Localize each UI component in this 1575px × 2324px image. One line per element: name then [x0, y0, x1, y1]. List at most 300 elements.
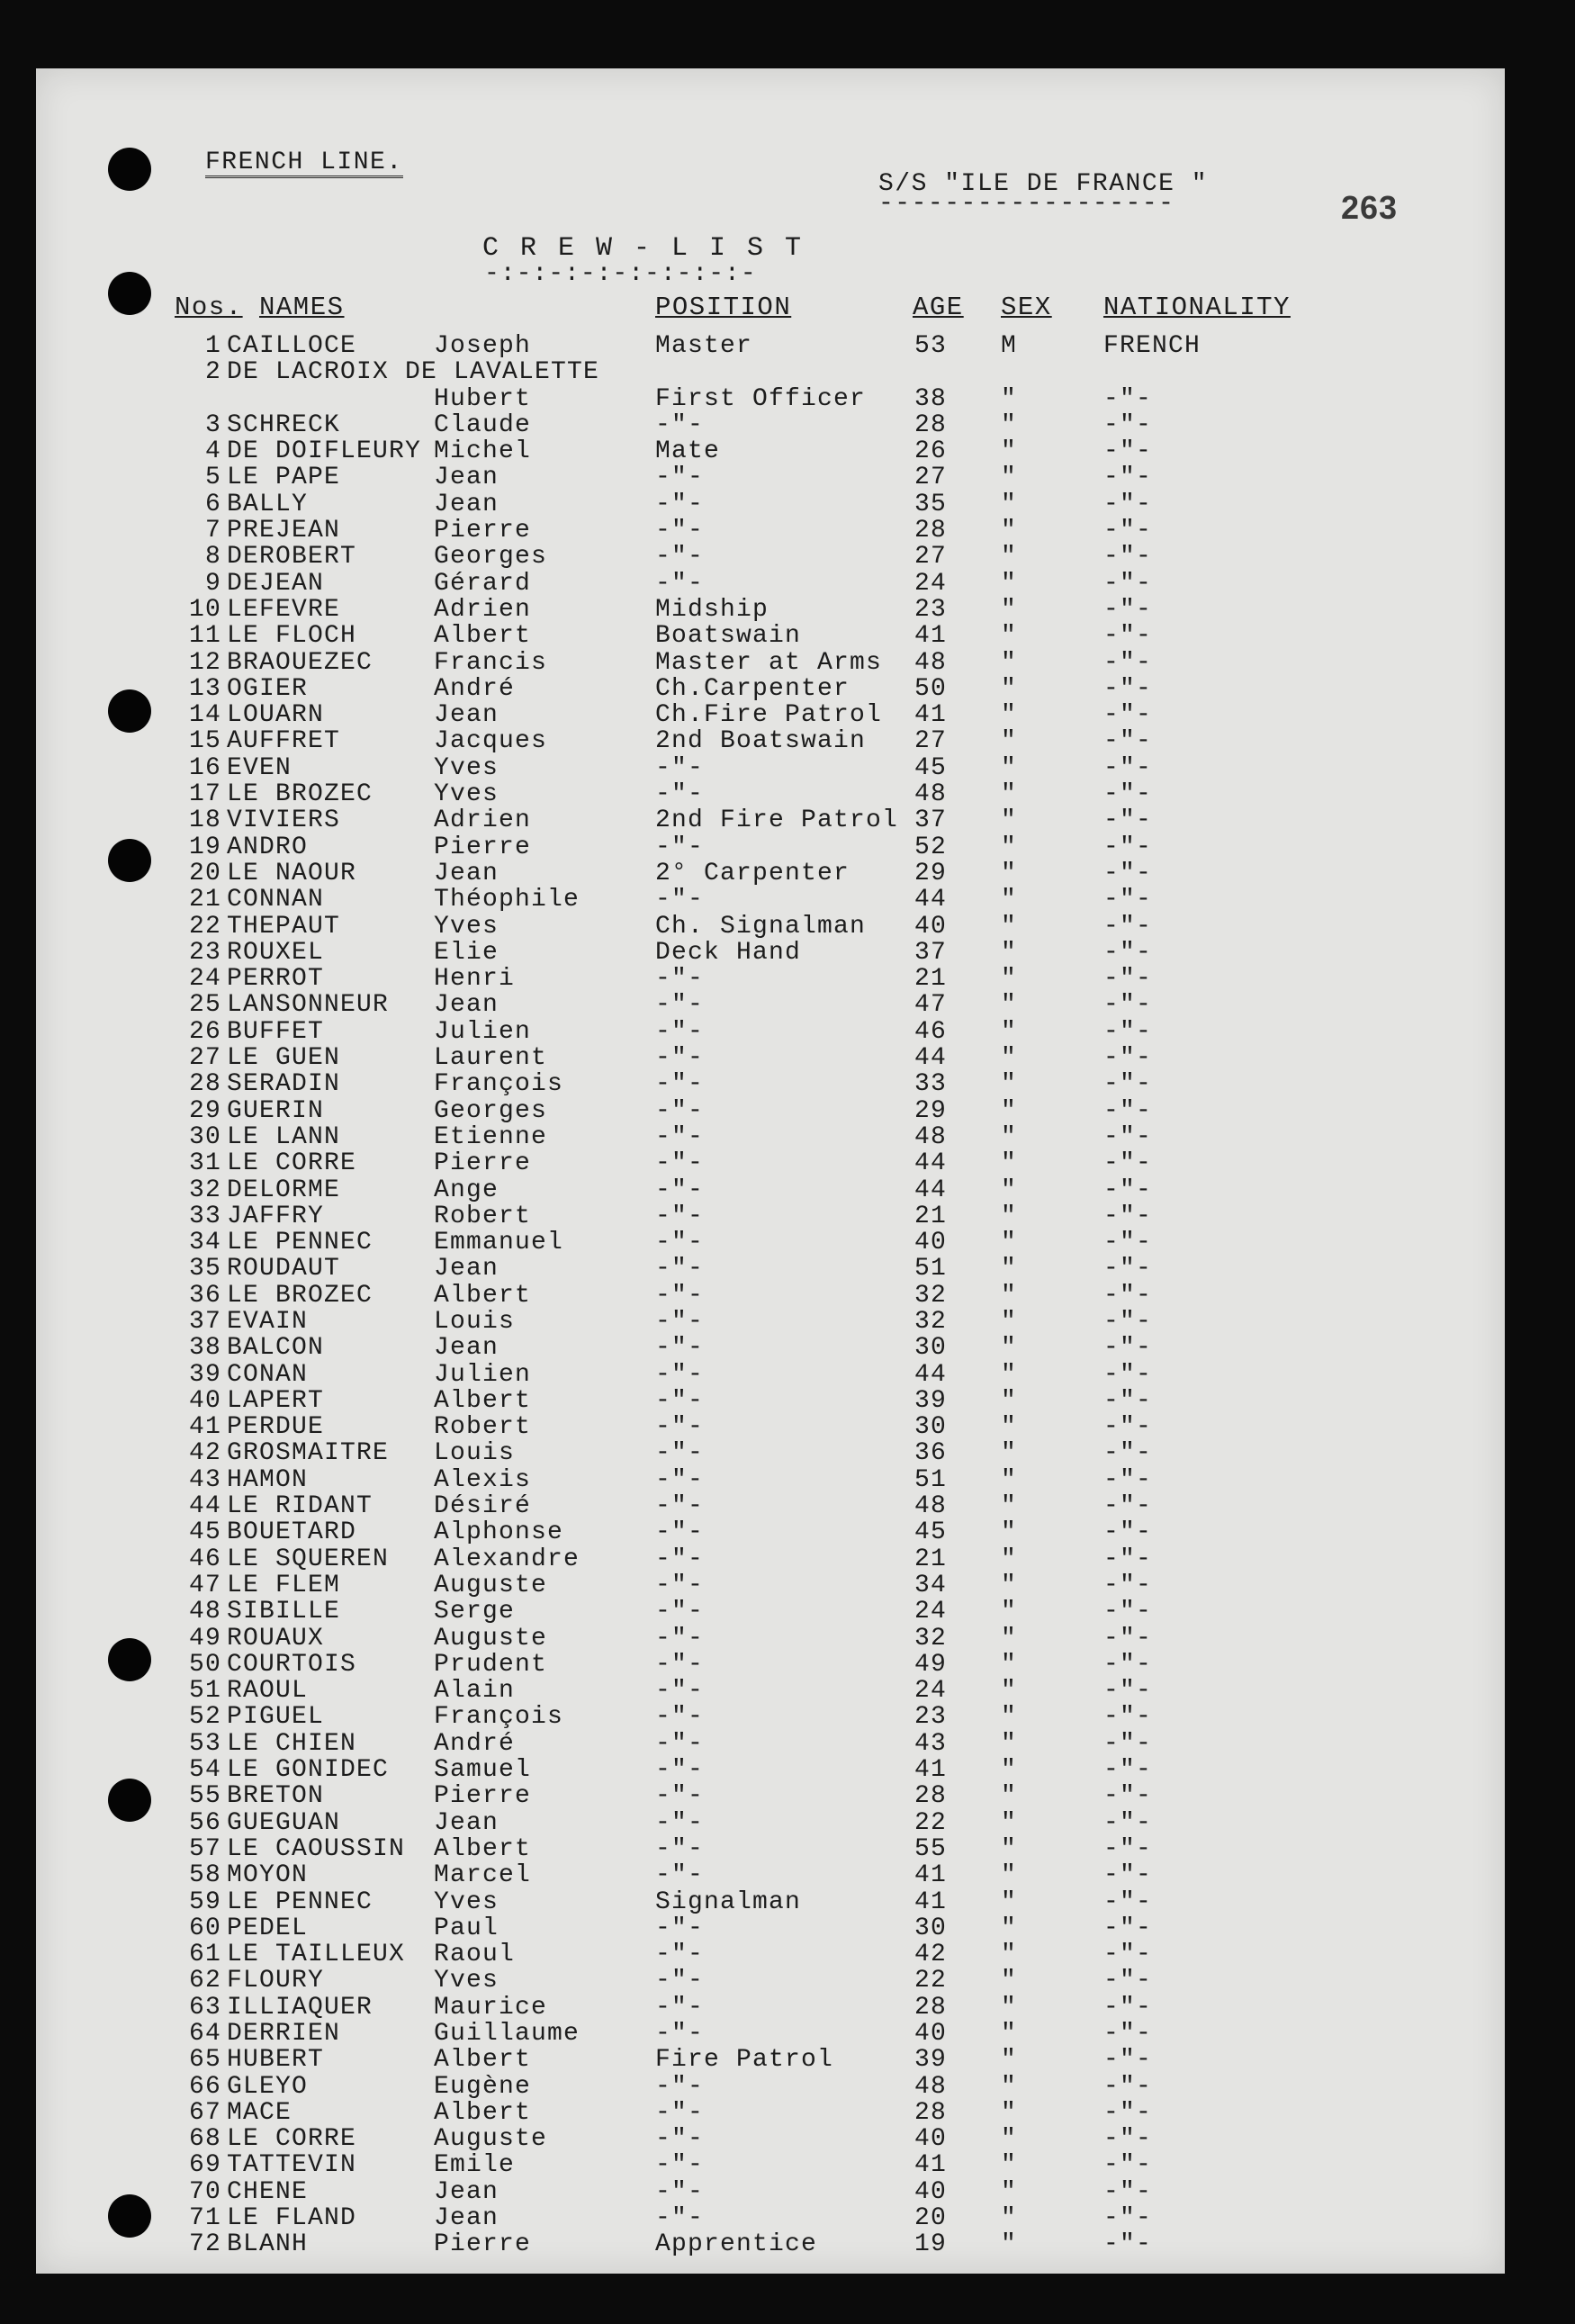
crew-nationality: -"-	[1103, 1492, 1153, 1521]
crew-sex: "	[1001, 1229, 1018, 1257]
crew-given-name: Adrien	[434, 595, 532, 624]
crew-surname: LE BROZEC	[227, 780, 374, 809]
crew-given-name: Pierre	[434, 2230, 532, 2259]
crew-number: 54	[188, 1756, 221, 1785]
crew-given-name: Yves	[434, 1967, 500, 1995]
crew-nationality: -"-	[1103, 1624, 1153, 1653]
crew-surname: BUFFET	[227, 1017, 325, 1046]
crew-number: 17	[188, 780, 221, 809]
crew-age: 32	[914, 1624, 948, 1653]
crew-nationality: -"-	[1103, 833, 1153, 861]
crew-position: -"-	[655, 1360, 705, 1389]
crew-nationality: -"-	[1103, 595, 1153, 624]
crew-position: -"-	[655, 1967, 705, 1995]
crew-nationality: -"-	[1103, 1334, 1153, 1363]
crew-number: 40	[188, 1386, 221, 1415]
crew-age: 48	[914, 648, 948, 677]
crew-given-name: Pierre	[434, 1149, 532, 1178]
crew-age: 37	[914, 806, 948, 835]
crew-given-name: Yves	[434, 1887, 500, 1916]
crew-sex: "	[1001, 1782, 1018, 1811]
crew-nationality: -"-	[1103, 1281, 1153, 1310]
crew-sex: "	[1001, 1202, 1018, 1230]
col-header-nationality: NATIONALITY	[1103, 293, 1291, 322]
crew-nationality: -"-	[1103, 965, 1153, 994]
crew-number: 1	[204, 332, 221, 360]
crew-number: 35	[188, 1255, 221, 1284]
crew-given-name: Jacques	[434, 727, 548, 756]
crew-given-name: Marcel	[434, 1861, 532, 1890]
crew-nationality: -"-	[1103, 517, 1153, 545]
crew-age: 35	[914, 490, 948, 518]
crew-number: 62	[188, 1967, 221, 1995]
crew-nationality: -"-	[1103, 1122, 1153, 1151]
crew-surname: BALLY	[227, 490, 309, 518]
crew-sex: "	[1001, 410, 1018, 439]
crew-age: 40	[914, 912, 948, 941]
crew-position: -"-	[655, 1413, 705, 1442]
crew-sex: "	[1001, 437, 1018, 466]
crew-number: 34	[188, 1229, 221, 1257]
crew-age: 24	[914, 1677, 948, 1706]
crew-given-name: Etienne	[434, 1122, 548, 1151]
crew-surname: ROUAUX	[227, 1624, 325, 1653]
punch-hole	[108, 1638, 151, 1681]
crew-age: 52	[914, 833, 948, 861]
crew-position: -"-	[655, 1545, 705, 1573]
crew-age: 23	[914, 1703, 948, 1732]
crew-number: 33	[188, 1202, 221, 1230]
crew-age: 28	[914, 517, 948, 545]
crew-age: 27	[914, 727, 948, 756]
crew-nationality: -"-	[1103, 886, 1153, 914]
crew-age: 28	[914, 2098, 948, 2127]
crew-sex: "	[1001, 1914, 1018, 1942]
crew-position: -"-	[655, 1492, 705, 1521]
crew-nationality: -"-	[1103, 1176, 1153, 1204]
crew-given-name: Julien	[434, 1017, 532, 1046]
punch-hole	[108, 148, 151, 191]
crew-sex: "	[1001, 1281, 1018, 1310]
crew-number: 66	[188, 2072, 221, 2101]
crew-nationality: -"-	[1103, 648, 1153, 677]
crew-sex: "	[1001, 1017, 1018, 1046]
crew-sex: "	[1001, 991, 1018, 1020]
crew-age: 21	[914, 965, 948, 994]
crew-nationality: -"-	[1103, 410, 1153, 439]
crew-position: -"-	[655, 1571, 705, 1599]
crew-number	[158, 386, 221, 412]
crew-age: 41	[914, 2151, 948, 2180]
crew-position: -"-	[655, 1149, 705, 1178]
crew-age: 33	[914, 1070, 948, 1099]
crew-nationality: -"-	[1103, 1967, 1153, 1995]
ship-name-underline: ------------------	[878, 190, 1175, 218]
crew-given-name: Albert	[434, 1281, 532, 1310]
crew-position: -"-	[655, 2098, 705, 2127]
crew-given-name: Adrien	[434, 806, 532, 835]
crew-age: 41	[914, 1861, 948, 1890]
crew-nationality: -"-	[1103, 1914, 1153, 1942]
crew-given-name	[434, 359, 650, 385]
crew-age: 39	[914, 2046, 948, 2075]
crew-sex: "	[1001, 490, 1018, 518]
crew-position: -"-	[655, 2151, 705, 2180]
crew-nationality: -"-	[1103, 1386, 1153, 1415]
crew-sex: "	[1001, 622, 1018, 651]
crew-position: -"-	[655, 833, 705, 861]
crew-number: 16	[188, 753, 221, 782]
crew-sex: "	[1001, 833, 1018, 861]
crew-given-name: Eugène	[434, 2072, 532, 2101]
crew-age: 34	[914, 1571, 948, 1599]
crew-surname: LOUARN	[227, 701, 325, 730]
crew-sex: "	[1001, 1967, 1018, 1995]
crew-number: 25	[188, 991, 221, 1020]
crew-sex: "	[1001, 1360, 1018, 1389]
crew-given-name: André	[434, 674, 516, 703]
crew-given-name: Désiré	[434, 1492, 532, 1521]
crew-nationality: -"-	[1103, 1017, 1153, 1046]
crew-nationality: -"-	[1103, 1202, 1153, 1230]
crew-surname: LE PENNEC	[227, 1229, 374, 1257]
crew-surname: PREJEAN	[227, 517, 341, 545]
crew-nationality: -"-	[1103, 1545, 1153, 1573]
crew-given-name: Samuel	[434, 1756, 532, 1785]
crew-number: 49	[188, 1624, 221, 1653]
crew-surname: LE CAOUSSIN	[227, 1834, 406, 1863]
crew-sex: "	[1001, 1650, 1018, 1679]
crew-number: 44	[188, 1492, 221, 1521]
crew-given-name: Paul	[434, 1914, 500, 1942]
crew-position: Fire Patrol	[655, 2046, 834, 2075]
crew-number: 38	[188, 1334, 221, 1363]
crew-position: -"-	[655, 1386, 705, 1415]
crew-sex: "	[1001, 886, 1018, 914]
crew-nationality: -"-	[1103, 1650, 1153, 1679]
crew-sex: "	[1001, 1677, 1018, 1706]
crew-number: 71	[188, 2204, 221, 2233]
crew-number: 53	[188, 1729, 221, 1758]
crew-sex: "	[1001, 1386, 1018, 1415]
crew-sex: "	[1001, 595, 1018, 624]
crew-number: 45	[188, 1518, 221, 1547]
crew-sex: "	[1001, 1993, 1018, 2022]
crew-nationality: -"-	[1103, 1229, 1153, 1257]
crew-sex: "	[1001, 384, 1018, 413]
crew-number: 9	[204, 569, 221, 598]
crew-sex: "	[1001, 1492, 1018, 1521]
crew-given-name: Jean	[434, 1255, 500, 1284]
crew-nationality: -"-	[1103, 1808, 1153, 1837]
crew-number: 12	[188, 648, 221, 677]
crew-position: -"-	[655, 1677, 705, 1706]
crew-position: -"-	[655, 1307, 705, 1336]
crew-number: 59	[188, 1887, 221, 1916]
crew-position: -"-	[655, 1122, 705, 1151]
crew-sex: "	[1001, 1307, 1018, 1336]
crew-sex: "	[1001, 2204, 1018, 2233]
crew-surname: LE FLOCH	[227, 622, 357, 651]
crew-position	[655, 359, 925, 385]
crew-number: 58	[188, 1861, 221, 1890]
crew-nationality: -"-	[1103, 2125, 1153, 2154]
crew-number: 32	[188, 1176, 221, 1204]
crew-sex: "	[1001, 464, 1018, 492]
crew-nationality: -"-	[1103, 1598, 1153, 1626]
crew-surname: CONNAN	[227, 886, 325, 914]
crew-given-name: Jean	[434, 464, 500, 492]
crew-age: 48	[914, 1492, 948, 1521]
crew-position: -"-	[655, 1255, 705, 1284]
crew-position: -"-	[655, 1650, 705, 1679]
crew-nationality: -"-	[1103, 464, 1153, 492]
crew-given-name: Jean	[434, 701, 500, 730]
crew-given-name: Auguste	[434, 2125, 548, 2154]
crew-nationality: -"-	[1103, 859, 1153, 887]
crew-sex: "	[1001, 753, 1018, 782]
crew-given-name: Francis	[434, 648, 548, 677]
crew-given-name: Joseph	[434, 332, 532, 360]
crew-age: 22	[914, 1967, 948, 1995]
crew-given-name: Jean	[434, 859, 500, 887]
crew-age: 23	[914, 595, 948, 624]
crew-number: 70	[188, 2177, 221, 2206]
crew-nationality: -"-	[1103, 1070, 1153, 1099]
crew-age: 32	[914, 1307, 948, 1336]
crew-surname: LE NAOUR	[227, 859, 357, 887]
crew-given-name: Jean	[434, 2204, 500, 2233]
crew-given-name: Robert	[434, 1413, 532, 1442]
crew-position: Ch.Fire Patrol	[655, 701, 883, 730]
crew-sex: "	[1001, 727, 1018, 756]
crew-position: -"-	[655, 1808, 705, 1837]
crew-given-name: Jean	[434, 1334, 500, 1363]
crew-surname: PIGUEL	[227, 1703, 325, 1732]
crew-nationality: -"-	[1103, 2151, 1153, 2180]
crew-position: 2nd Fire Patrol	[655, 806, 899, 835]
crew-age: 41	[914, 701, 948, 730]
crew-given-name: Emmanuel	[434, 1229, 564, 1257]
col-header-position: POSITION	[655, 293, 792, 322]
crew-nationality: -"-	[1103, 622, 1153, 651]
crew-surname: VIVIERS	[227, 806, 341, 835]
crew-sex: "	[1001, 1334, 1018, 1363]
crew-age: 28	[914, 410, 948, 439]
crew-given-name: Jean	[434, 2177, 500, 2206]
punch-hole	[108, 2194, 151, 2238]
column-nationality	[1103, 333, 1310, 2258]
crew-nationality: -"-	[1103, 2177, 1153, 2206]
crew-number: 8	[204, 543, 221, 572]
crew-surname: BLANH	[227, 2230, 309, 2259]
crew-sex: "	[1001, 701, 1018, 730]
crew-number: 51	[188, 1677, 221, 1706]
crew-given-name: Yves	[434, 912, 500, 941]
crew-sex: "	[1001, 1465, 1018, 1494]
crew-position: -"-	[655, 1782, 705, 1811]
crew-surname: LE RIDANT	[227, 1492, 374, 1521]
crew-number: 37	[188, 1307, 221, 1336]
crew-number: 43	[188, 1465, 221, 1494]
punch-hole	[108, 839, 151, 882]
crew-surname: BOUETARD	[227, 1518, 357, 1547]
crew-surname: BRAOUEZEC	[227, 648, 374, 677]
crew-surname: PERROT	[227, 965, 325, 994]
crew-nationality: -"-	[1103, 1518, 1153, 1547]
crew-position: -"-	[655, 410, 705, 439]
crew-age: 29	[914, 859, 948, 887]
crew-number: 65	[188, 2046, 221, 2075]
crew-age: 39	[914, 1386, 948, 1415]
crew-surname: ANDRO	[227, 833, 309, 861]
crew-position: Deck Hand	[655, 938, 802, 967]
crew-number: 56	[188, 1808, 221, 1837]
crew-surname: PEDEL	[227, 1914, 309, 1942]
crew-surname: LE PAPE	[227, 464, 341, 492]
crew-given-name: Pierre	[434, 833, 532, 861]
title-rule: -:-:-:-:-:-:-:-:-	[484, 260, 757, 288]
crew-surname: THEPAUT	[227, 912, 341, 941]
crew-sex: "	[1001, 648, 1018, 677]
crew-given-name: Claude	[434, 410, 532, 439]
crew-position: -"-	[655, 569, 705, 598]
crew-age: 28	[914, 1993, 948, 2022]
crew-sex: "	[1001, 965, 1018, 994]
crew-position: -"-	[655, 2125, 705, 2154]
crew-surname: CAILLOCE	[227, 332, 357, 360]
crew-position: -"-	[655, 1624, 705, 1653]
crew-age: 44	[914, 886, 948, 914]
crew-given-name: François	[434, 1070, 564, 1099]
crew-number: 41	[188, 1413, 221, 1442]
crew-number: 47	[188, 1571, 221, 1599]
crew-given-name: Yves	[434, 753, 500, 782]
crew-sex: "	[1001, 2046, 1018, 2075]
crew-position: -"-	[655, 753, 705, 782]
crew-nationality: -"-	[1103, 806, 1153, 835]
crew-nationality: -"-	[1103, 753, 1153, 782]
crew-age: 20	[914, 2204, 948, 2233]
crew-given-name: Pierre	[434, 1782, 532, 1811]
crew-number: 20	[188, 859, 221, 887]
crew-given-name: Albert	[434, 1386, 532, 1415]
crew-nationality: -"-	[1103, 1571, 1153, 1599]
crew-sex: "	[1001, 2230, 1018, 2259]
crew-nationality: -"-	[1103, 569, 1153, 598]
crew-nationality: -"-	[1103, 1941, 1153, 1969]
crew-number: 67	[188, 2098, 221, 2127]
crew-position: -"-	[655, 1465, 705, 1494]
crew-surname: LE PENNEC	[227, 1887, 374, 1916]
crew-given-name: Louis	[434, 1307, 516, 1336]
crew-age: 46	[914, 1017, 948, 1046]
crew-given-name: Jean	[434, 1808, 500, 1837]
crew-position: -"-	[655, 1729, 705, 1758]
crew-age: 30	[914, 1334, 948, 1363]
crew-surname: DEJEAN	[227, 569, 325, 598]
crew-age: 41	[914, 1887, 948, 1916]
crew-position: -"-	[655, 1941, 705, 1969]
crew-age: 44	[914, 1149, 948, 1178]
crew-given-name: Jean	[434, 991, 500, 1020]
crew-surname: TATTEVIN	[227, 2151, 357, 2180]
crew-surname: DE DOIFLEURY	[227, 437, 422, 466]
crew-age: 51	[914, 1255, 948, 1284]
crew-position: -"-	[655, 1044, 705, 1073]
crew-surname: GUERIN	[227, 1096, 325, 1125]
crew-surname: HAMON	[227, 1465, 309, 1494]
crew-age: 37	[914, 938, 948, 967]
crew-surname: PERDUE	[227, 1413, 325, 1442]
crew-position: -"-	[655, 1202, 705, 1230]
crew-position: -"-	[655, 1756, 705, 1785]
crew-sex: "	[1001, 2151, 1018, 2180]
crew-age: 27	[914, 543, 948, 572]
crew-sex: "	[1001, 1861, 1018, 1890]
crew-sex: "	[1001, 1624, 1018, 1653]
crew-nationality: -"-	[1103, 1149, 1153, 1178]
crew-given-name: Maurice	[434, 1993, 548, 2022]
crew-sex: "	[1001, 1545, 1018, 1573]
company-name: FRENCH LINE.	[205, 149, 403, 178]
crew-age: 30	[914, 1413, 948, 1442]
crew-nationality: FRENCH	[1103, 332, 1202, 360]
punch-hole	[108, 689, 151, 733]
crew-age: 44	[914, 1360, 948, 1389]
crew-age: 27	[914, 464, 948, 492]
crew-age: 48	[914, 2072, 948, 2101]
crew-surname: EVAIN	[227, 1307, 309, 1336]
crew-sex: "	[1001, 1729, 1018, 1758]
crew-given-name: Georges	[434, 543, 548, 572]
crew-number: 30	[188, 1122, 221, 1151]
crew-sex: "	[1001, 1598, 1018, 1626]
column-given-name	[434, 333, 650, 2258]
crew-nationality: -"-	[1103, 490, 1153, 518]
crew-age: 50	[914, 674, 948, 703]
crew-position: -"-	[655, 991, 705, 1020]
crew-nationality: -"-	[1103, 1703, 1153, 1732]
crew-nationality: -"-	[1103, 1887, 1153, 1916]
crew-nationality: -"-	[1103, 701, 1153, 730]
crew-age: 45	[914, 1518, 948, 1547]
crew-number: 57	[188, 1834, 221, 1863]
crew-number: 52	[188, 1703, 221, 1732]
crew-position: -"-	[655, 464, 705, 492]
crew-age: 21	[914, 1202, 948, 1230]
crew-number: 36	[188, 1281, 221, 1310]
crew-nationality: -"-	[1103, 1360, 1153, 1389]
crew-position: -"-	[655, 1518, 705, 1547]
crew-given-name: Henri	[434, 965, 516, 994]
crew-surname: MOYON	[227, 1861, 309, 1890]
crew-number: 11	[188, 622, 221, 651]
crew-position: -"-	[655, 886, 705, 914]
crew-position: -"-	[655, 1439, 705, 1468]
crew-position: Signalman	[655, 1887, 802, 1916]
crew-nationality: -"-	[1103, 2230, 1153, 2259]
crew-nationality: -"-	[1103, 1729, 1153, 1758]
crew-position: -"-	[655, 1598, 705, 1626]
crew-sex: "	[1001, 1122, 1018, 1151]
col-header-names: NAMES	[259, 293, 345, 322]
crew-age: 43	[914, 1729, 948, 1758]
crew-surname: SCHRECK	[227, 410, 341, 439]
crew-number: 10	[188, 595, 221, 624]
crew-number: 15	[188, 727, 221, 756]
crew-age: 53	[914, 332, 948, 360]
